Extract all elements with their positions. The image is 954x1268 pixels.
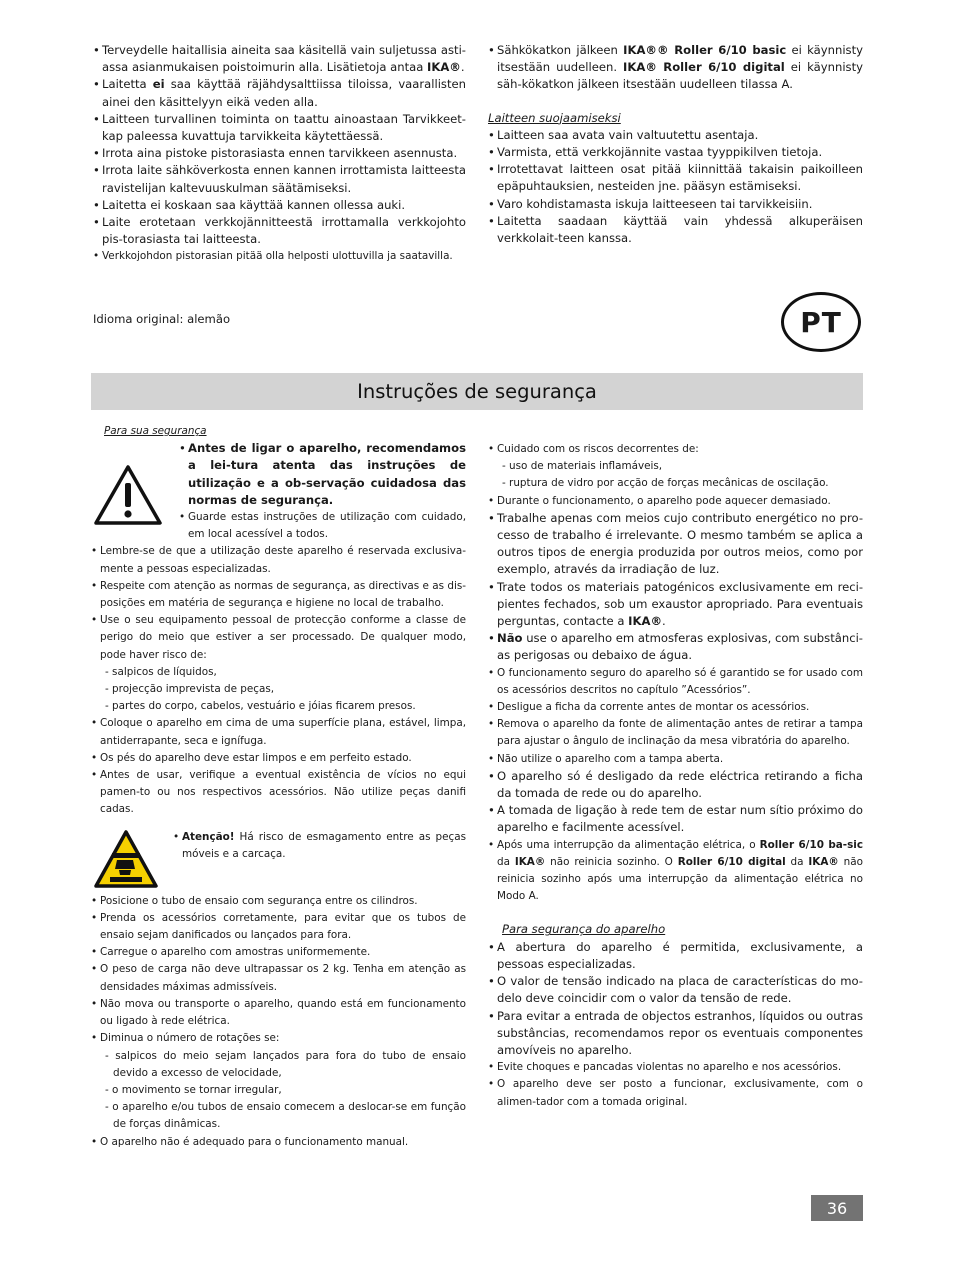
list-item: • Laite erotetaan verkkojännitteestä irrottamalla verkkojohto pis-torasiasta tai laitteesta. [93,214,466,248]
crush-hazard-icon [93,829,159,889]
section-heading: Para segurança do aparelho [502,922,666,937]
list-item: • A tomada de ligação à rede tem de estar num sítio próximo do aparelho e facilmente acessível. [488,802,863,836]
list-item: • Laitteen saa avata vain valtuutettu asentaja. [488,127,863,144]
list-item: • Irrota laite sähköverkosta ennen kannen irrottamista laitteesta ravistelijan kaltevuuskulman säätämiseksi. [93,162,466,196]
general-warning-icon [93,464,163,526]
list-item: • Guarde estas instruções de utilização com cuidado, em local acessível a todos. [179,509,466,543]
list-item: • Varmista, että verkkojännite vastaa tyyppikilven tietoja. [488,144,863,161]
list-item: • Laitteen turvallinen toiminta on taattu ainoastaan Tarvikkeet-kap paleessa kuvattuja tarvikkeita käytettäessä. [93,111,466,145]
fi-safety-list [93,42,466,266]
list-item: • Lembre-se de que a utilização deste aparelho é reservada exclusiva-mente a pessoas especializadas. [91,543,466,577]
sub-item: - o movimento se tornar irregular, [105,1083,282,1096]
section-heading: Para sua segurança [104,425,207,437]
list-item: • A abertura do aparelho é permitida, exclusivamente, a pessoas especializadas. [488,939,863,973]
list-item: • Não mova ou transporte o aparelho, quando está em funcionamento ou ligado à rede elétrica. [91,996,466,1030]
list-item: • O funcionamento seguro do aparelho só é garantido se for usado com os acessórios descritos no capítulo ”Acessórios”. [488,665,863,699]
page-number: 36 [811,1195,863,1221]
list-item: • Terveydelle haitallisia aineita saa käsitellä vain suljetussa asti-assa asianmukaisen poistoimurin alla. Lisätietoja antaa IKA®. [93,42,466,76]
section-heading: Laitteen suojaamiseksi [488,110,621,125]
list-item: • Os pés do aparelho deve estar limpos e em perfeito estado. [91,750,466,767]
list-item: • Prenda os acessórios corretamente, para evitar que os tubos de ensaio sejam danificados ou lançados para fora. [91,910,466,944]
list-item: • Remova o aparelho da fonte de alimentação antes de retirar a tampa para ajustar o ângulo de inclinação da mesa vibratória do aparelho. [488,716,863,750]
list-item: • Cuidado com os riscos decorrentes de: - uso de materiais inflamáveis, - ruptura de vidro por acção de forças mecânicas de oscilação. [488,441,863,493]
list-item: • Trate todos os materiais patogénicos exclusivamente em reci-pientes fechados, sob um exaustor apropriado. Para eventuais perguntas, contacte a IKA®. [488,579,863,631]
sub-item: - salpicos de líquidos, [105,665,217,678]
section-title-banner [91,373,863,410]
sub-item: - salpicos do meio sejam lançados para fora do tubo de ensaio devido a excesso de velocidade, [105,1049,466,1079]
list-item: • Varo kohdistamasta iskuja laitteeseen tai tarvikkeisiin. [488,196,863,213]
language-badge: PT [781,292,861,352]
list-item: • Atenção! Há risco de esmagamento entre as peças móveis e a carcaça. [173,829,466,863]
list-item: • O aparelho deve ser posto a funcionar, exclusivamente, com o alimen-tador com a tomada original. [488,1076,863,1110]
sub-item: - uso de materiais inflamáveis, [502,460,663,473]
list-item: • O peso de carga não deve ultrapassar os 2 kg. Tenha em atenção as densidades máximas admissíveis. [91,961,466,995]
list-item: • Laitetta ei saa käyttää räjähdysalttiissa tiloissa, vaarallisten ainei den käsittelyyn eikä veden alla. [93,76,466,110]
list-item: • Desligue a ficha da corrente antes de montar os acessórios. [488,699,863,716]
list-item: • O aparelho não é adequado para o funcionamento manual. [91,1134,466,1151]
list-item: • Após uma interrupção da alimentação elétrica, o Roller 6/10 ba-sic da IKA® não reinicia sozinho. O Roller 6/10 digital da IKA® não reinicia sozinho após uma interrupção da alimentação elétrica no Modo A. [488,837,863,906]
list-item: • Verkkojohdon pistorasian pitää olla helposti ulottuvilla ja saatavilla. [93,248,466,265]
list-item: • Irrota aina pistoke pistorasiasta ennen tarvikkeen asennusta. [93,145,466,162]
pt-right-column [488,441,863,1111]
list-item: • Irrotettavat laitteen osat pitää kiinnittää takaisin paikoilleen epäpuhtauksien, nesteiden jne. pääsyn estämiseksi. [488,161,863,195]
sub-item: - partes do corpo, cabelos, vestuário e jóias ficarem presos. [105,700,416,713]
pt-left-column [91,423,466,1151]
list-item: • Use o seu equipamento pessoal de protecção conforme a classe de perigo do meio que estiver a ser processado. De qualquer modo, pode haver risco de: - salpicos de líquidos, - projecção imprevista de peças, - partes do corpo, cabelos, vestuário e jóias ficarem presos. [91,612,466,715]
sub-item: - o aparelho e/ou tubos de ensaio comecem a deslocar-se em função de forças dinâmicas. [105,1101,466,1131]
list-item: • O valor de tensão indicado na placa de características do mo-delo deve coincidir com o valor da tensão de rede. [488,973,863,1007]
list-item: • O aparelho só é desligado da rede eléctrica retirando a ficha da tomada de rede ou do aparelho. [488,768,863,802]
original-language-note: Idioma original: alemão [93,312,231,326]
list-item: • Não utilize o aparelho com a tampa aberta. [488,751,863,768]
list-item: • Durante o funcionamento, o aparelho pode aquecer demasiado. [488,493,863,510]
list-item: • Sähkökatkon jälkeen IKA®® Roller 6/10 basic ei käynnisty itsestään uudelleen. IKA® Roller 6/10 digital ei käynnisty säh-kökatkon jälkeen itsestään uudelleen tilassa A. [488,42,863,94]
list-item: • Não use o aparelho em atmosferas explosivas, com substânci-as perigosas ou debaixo de água. [488,630,863,664]
sub-item: - ruptura de vidro por acção de forças mecânicas de oscilação. [502,477,829,490]
list-item: • Coloque o aparelho em cima de uma superfície plana, estável, limpa, antiderrapante, seca e ignífuga. [91,715,466,749]
page-title: Instruções de segurança [357,380,597,403]
list-item: • Trabalhe apenas com meios cujo contributo energético no pro-cesso de trabalho é irrelevante. O mesmo também se aplica a outros tipos de energia produzida por outros meios, como por exemplo, através da irradiação de luz. [488,510,863,579]
list-item: • Evite choques e pancadas violentas no aparelho e nos acessórios. [488,1059,863,1076]
list-item: • Posicione o tubo de ensaio com segurança entre os cilindros. [91,893,466,910]
list-item: • Laitetta saadaan käyttää vain yhdessä alkuperäisen verkkolait-teen kanssa. [488,213,863,247]
sub-item: - projecção imprevista de peças, [105,683,275,696]
list-item: • Carregue o aparelho com amostras uniformemente. [91,944,466,961]
fi-right-column [488,42,863,247]
list-item: • Antes de ligar o aparelho, recomendamos a lei-tura atenta das instruções de utilização e a ob-servação cuidadosa das normas de segurança. [179,440,466,509]
fi-left-column [93,42,466,266]
list-item: • Respeite com atenção as normas de segurança, as directivas e as dis-posições em matéria de segurança e higiene no local de trabalho. [91,578,466,612]
list-item: • Antes de usar, verifique a eventual existência de vícios no equi pamen-to ou nos respectivos acessórios. Não utilize peças danifi cadas. [91,767,466,819]
list-item: • Para evitar a entrada de objectos estranhos, líquidos ou outras substâncias, recomendamos repor os eventuais componentes amovíveis no aparelho. [488,1008,863,1060]
list-item: • Laitetta ei koskaan saa käyttää kannen ollessa auki. [93,197,466,214]
list-item: • Diminua o número de rotações se: - salpicos do meio sejam lançados para fora do tubo de ensaio devido a excesso de velocidade, - o movimento se tornar irregular, - o aparelho e/ou tubos de ensaio comecem a deslocar-se em função de forças dinâmicas. [91,1030,466,1133]
